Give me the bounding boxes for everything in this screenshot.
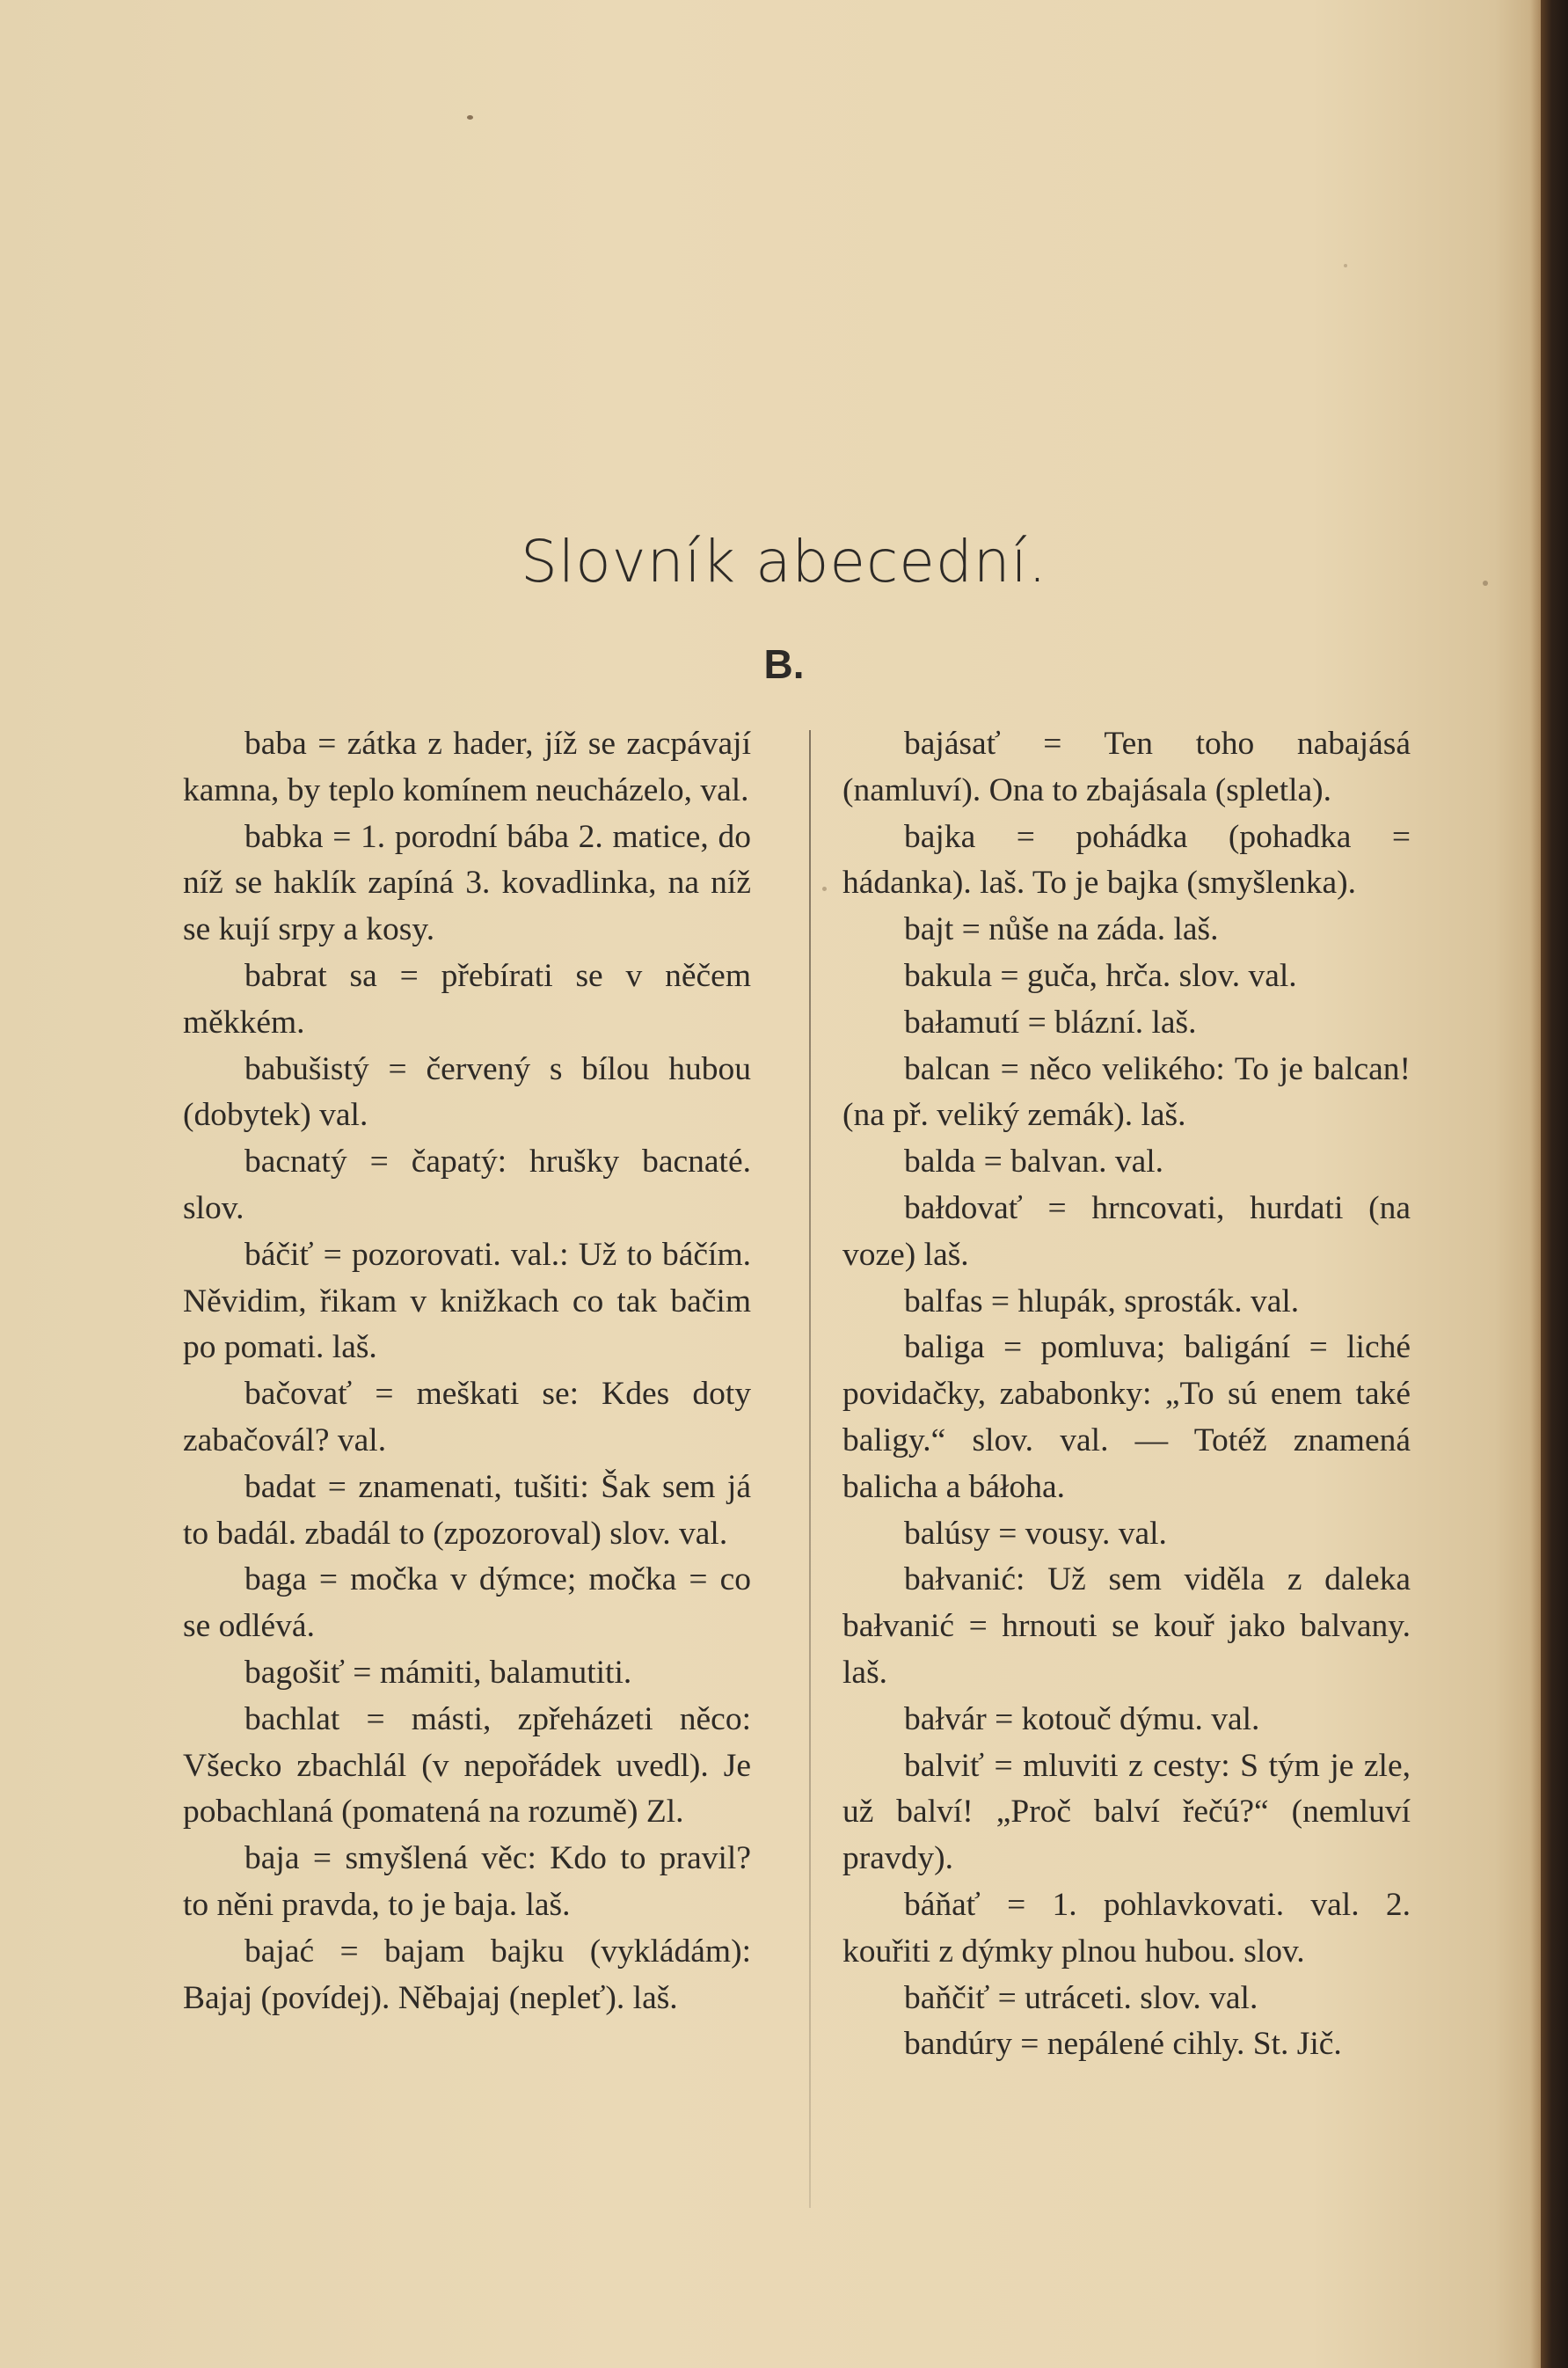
ink-speck — [1344, 264, 1347, 267]
dictionary-entry: bałamutí = blázní. laš. — [904, 1004, 1197, 1041]
dictionary-entry: badat = znamenati, tušiti: Šak sem já to badál. zbadál to (zpozoroval) slov. val. — [183, 1468, 751, 1552]
dictionary-entry: bachlat = másti, zpřeházeti něco: Všecko zbachlál (v nepořádek uvedl). Je pobachlaná (pomatená na rozumě) Zl. — [183, 1700, 751, 1831]
right-column — [842, 721, 1411, 2068]
ink-speck — [467, 115, 473, 120]
dictionary-entry: baja = smyšlená věc: Kdo to pravil? to něni pravda, to je baja. laš. — [183, 1840, 751, 1923]
dictionary-entry: báčiť = pozorovati. val.: Už to báčím. Něvidim, řikam v knižkach co tak bačim po pomati. laš. — [183, 1236, 751, 1366]
ink-speck — [822, 887, 827, 891]
dictionary-entry: bałvár = kotouč dýmu. val. — [904, 1700, 1260, 1737]
dictionary-entry: bajka = pohádka (pohadka = hádanka). laš. To je bajka (smyšlenka). — [842, 818, 1411, 902]
dictionary-entry: báňať = 1. pohlavkovati. val. 2. kouřiti z dýmky plnou hubou. slov. — [842, 1886, 1411, 1970]
page-title: Slovník abecední. — [521, 528, 1047, 596]
dictionary-entry: bałdovať = hrncovati, hurdati (na voze) laš. — [842, 1189, 1411, 1273]
dictionary-entry: balda = balvan. val. — [904, 1144, 1164, 1180]
left-column — [183, 721, 751, 2021]
section-letter: B. — [763, 641, 805, 687]
dictionary-entry: bandúry = nepálené cihly. St. Jič. — [904, 2026, 1342, 2063]
dictionary-entry: bagošiť = mámiti, balamutiti. — [244, 1654, 632, 1691]
dictionary-entry: balfas = hlupák, sprosták. val. — [904, 1283, 1300, 1319]
dictionary-entry: baga = močka v dýmce; močka = co se odlévá. — [183, 1561, 751, 1645]
dictionary-entry: bakula = guča, hrča. slov. val. — [904, 957, 1297, 994]
dictionary-entry: bacnatý = čapatý: hrušky bacnaté. slov. — [183, 1144, 751, 1226]
dictionary-entry: bajt = nůše na záda. laš. — [904, 911, 1219, 948]
dictionary-entry: balviť = mluviti z cesty: S tým je zle, už balví! „Proč balví řečú?“ (nemluví pravdy). — [842, 1747, 1411, 1877]
dictionary-entry: bałvanić: Už sem viděla z daleka bałvanić = hrnouti se kouř jako balvany. laš. — [842, 1561, 1411, 1691]
dictionary-entry: babrat sa = přebírati se v něčem měkkém. — [183, 957, 751, 1041]
dictionary-entry: babka = 1. porodní bába 2. matice, do níž se haklík zapíná 3. kovadlinka, na níž se kují srpy a kosy. — [183, 818, 751, 948]
dictionary-entry: bačovať = meškati se: Kdes doty zabačovál? val. — [183, 1376, 751, 1458]
dictionary-entry: baliga = pomluva; baligání = liché povidačky, zababonky: „To sú enem také baligy.“ slov. val. — Totéž znamená balicha a báłoha. — [842, 1329, 1411, 1505]
dictionary-entry: balúsy = vousy. val. — [904, 1515, 1167, 1552]
dictionary-entry: bajásať = Ten toho nabajásá (namluví). Ona to zbajásala (spletla). — [842, 726, 1411, 808]
column-divider — [809, 730, 811, 2208]
dictionary-entry: bajać = bajam bajku (vykládám): Bajaj (povídej). Něbajaj (nepleť). laš. — [183, 1933, 751, 2016]
dictionary-entry: baba = zátka z hader, jíž se zacpávají kamna, by teplo komínem neucházelo, val. — [183, 726, 751, 808]
book-edge — [1541, 0, 1568, 2368]
dictionary-entry: balcan = něco velikého: To je balcan! (na př. veliký zemák). laš. — [842, 1050, 1411, 1134]
dictionary-entry: babušistý = červený s bílou hubou (dobytek) val. — [183, 1050, 751, 1134]
dictionary-entry: baňčiť = utráceti. slov. val. — [904, 1979, 1258, 2016]
